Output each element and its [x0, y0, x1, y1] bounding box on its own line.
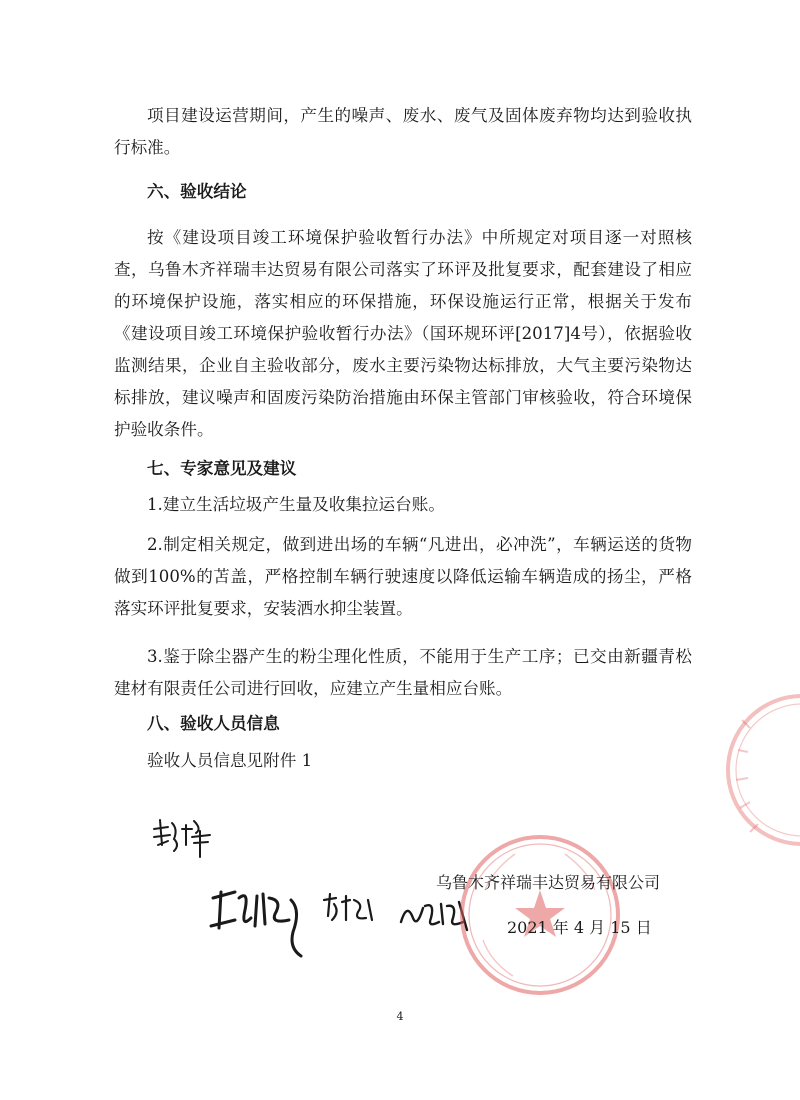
section-6-title: 六、验收结论: [147, 181, 247, 201]
signature-1: [205, 880, 315, 960]
suggestion-item-2: 2.制定相关规定，做到进出场的车辆“凡进出，必冲洗”，车辆运送的货物做到100%的苫盖，严格控制车辆行驶速度以降低运输车辆造成的扬尘，严格落实环评批复要求，安装洒水抑尘装置。: [114, 535, 692, 618]
intro-paragraph: 项目建设运营期间，产生的噪声、废水、废气及固体废弃物均达到验收执行标准。: [114, 106, 692, 157]
section-7-title: 七、专家意见及建议: [147, 458, 297, 478]
section-8-title: 八、验收人员信息: [147, 713, 280, 733]
seal-edge: [720, 680, 800, 860]
company-name: 乌鲁木齐祥瑞丰达贸易有限公司: [436, 873, 661, 892]
signature-2: [320, 890, 380, 930]
personnel-note: 验收人员信息见附件 1: [147, 751, 313, 770]
sign-date: 2021 年 4 月 15 日: [507, 918, 652, 937]
suggestion-item-3: 3.鉴于除尘器产生的粉尘理化性质，不能用于生产工序；已交由新疆青松建材有限责任公司进行回收，应建立产生量相应台账。: [114, 647, 692, 698]
conclusion-paragraph: 按《建设项目竣工环境保护验收暂行办法》中所规定对项目逐一对照核查，乌鲁木齐祥瑞丰达贸易有限公司落实了环评及批复要求，配套建设了相应的环境保护设施，落实相应的环保措施，环保设施运行正常，根据关于发布《建设项目竣工环境保护验收暂行办法》（国环规环评[2017]4号），依据验收监测结果，企业自主验收部分，废水主要污染物达标排放，大气主要污染物达标排放，建议噪声和固废污染防治措施由环保主管部门审核验收，符合环境保护验收条件。: [114, 228, 692, 439]
signature-zheng-feng: [150, 815, 220, 860]
suggestion-item-1: 1.建立生活垃圾产生量及收集拉运台账。: [147, 495, 445, 514]
page-number: 4: [396, 1010, 404, 1023]
